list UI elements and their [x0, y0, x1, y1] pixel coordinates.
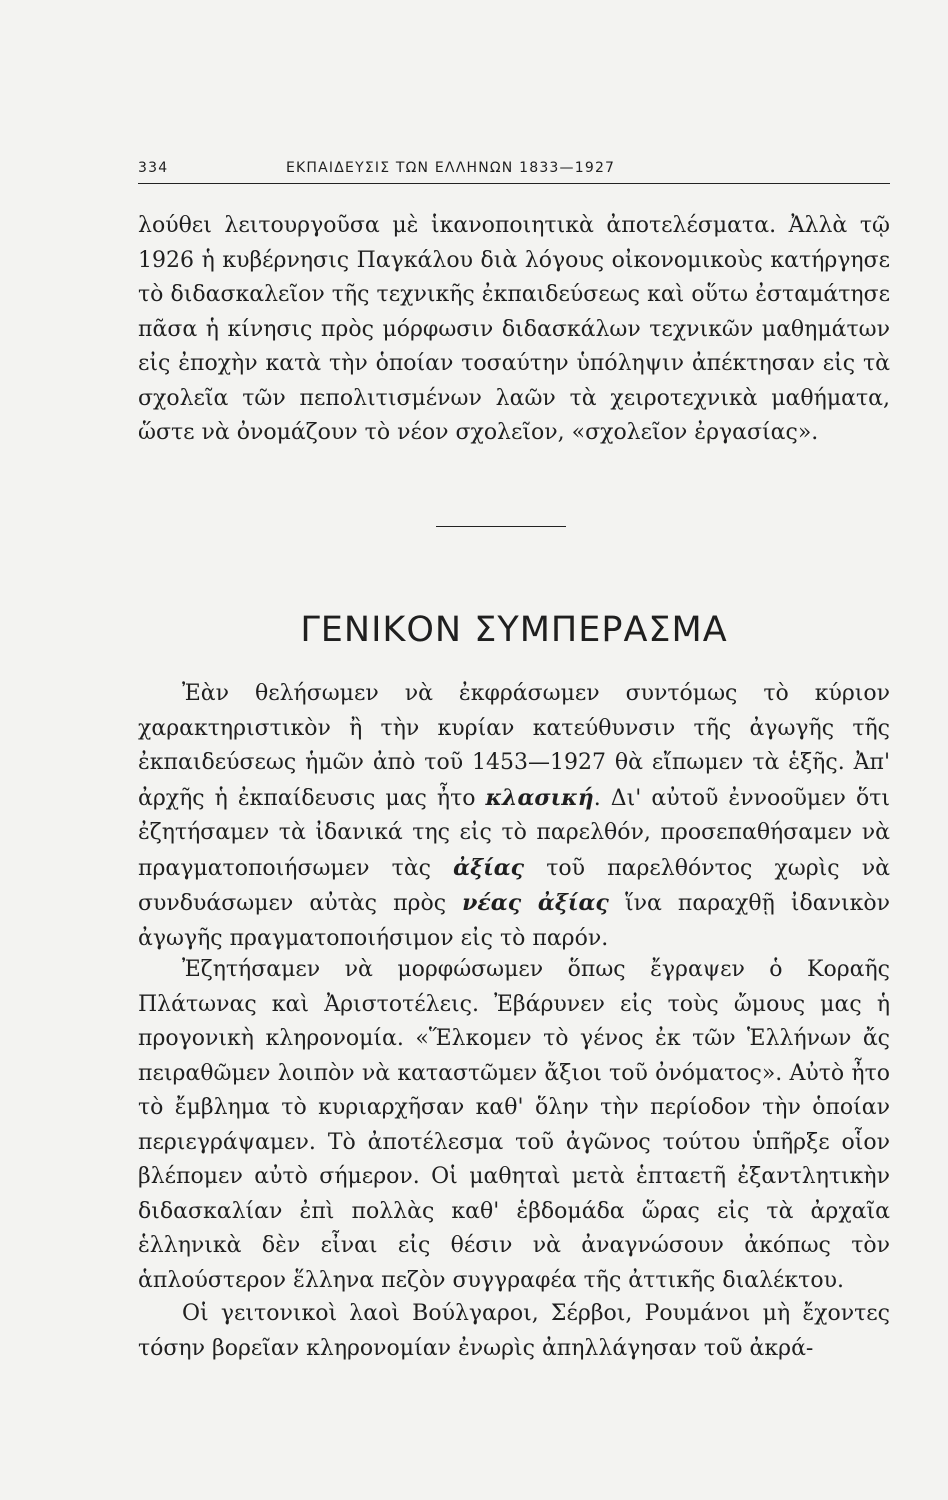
section-heading: ΓΕΝΙΚΟΝ ΣΥΜΠΕΡΑΣΜΑ [300, 610, 728, 650]
paragraph-1 [138, 677, 890, 956]
paragraph-1-text-e: τοῦ παρελθόντος χωρὶς νὰ συνδυάσωμεν αὐτὰς πρὸς [138, 855, 890, 916]
section-separator [436, 526, 566, 527]
running-head [138, 160, 890, 176]
emphasis-neas-axias: νέας ἀξίας [462, 890, 609, 916]
page-number: 334 [138, 160, 169, 176]
paragraph-1-text-a: Ἐὰν θελήσωμεν νὰ ἐκφράσωμεν συντόμως τὸ κύριον χαρακτηριστικὸν ἢ τὴν κυρίαν κατεύθυνσιν τῆς ἀγωγῆς τῆς ἐκπαιδεύσεως ἡμῶν ἀπὸ τοῦ 1453—1927 θὰ εἴπωμεν τὰ ἑξῆς. Ἀπ' ἀρχῆς ἡ ἐκπαίδευσις μας ἦτο [138, 681, 890, 811]
paragraph-3: Οἱ γειτονικοὶ λαοὶ Βούλγαροι, Σέρβοι, Ρουμάνοι μὴ ἔχοντες τόσην βορεῖαν κληρονομίαν ἐνωρὶς ἀπηλλάγησαν τοῦ ἀκρά- [138, 1301, 890, 1361]
emphasis-klasiki: κλασική [485, 784, 594, 811]
emphasis-axias: ἀξίας [453, 854, 525, 881]
paragraph-2: Ἐζητήσαμεν νὰ μορφώσωμεν ὅπως ἔγραψεν ὁ Κοραῆς Πλάτωνας καὶ Ἀριστοτέλεις. Ἐβάρυνεν εἰς τοὺς ὤμους μας ἡ προγονικὴ κληρονομία. «Ἕλκομεν τὸ γένος ἐκ τῶν Ἑλλήνων ἄς πειραθῶμεν λοιπὸν νὰ καταστῶμεν ἄξιοι τοῦ ὀνόματος». Αὐτὸ ἦτο τὸ ἔμβλημα τὸ κυριαρχῆσαν καθ' ὅλην τὴν περίοδον τὴν ὁποίαν περιεγράψαμεν. Τὸ ἀποτέλεσμα τοῦ ἀγῶνος τούτου ὑπῆρξε οἷον βλέπομεν αὐτὸ σήμερον. Οἱ μαθηταὶ μετὰ ἑπταετῆ ἐξαντλητικὴν διδασκαλίαν ἐπὶ πολλὰς καθ' ἑβδομάδα ὥρας εἰς τὰ ἀρχαῖα ἑλληνικὰ δὲν εἶναι εἰς θέσιν νὰ ἀναγνώσουν ἀκόπως τὸν ἁπλούστερον ἕλληνα πεζὸν συγγραφέα τῆς ἀττικῆς διαλέκτου. [138, 957, 890, 1293]
top-paragraph: λούθει λειτουργοῦσα μὲ ἱκανοποιητικὰ ἀποτελέσματα. Ἀλλὰ τῷ 1926 ἡ κυβέρνησις Παγκάλου διὰ λόγους οἰκονομικοὺς κατήργησε τὸ διδασκαλεῖον τῆς τεχνικῆς ἐκπαιδεύσεως καὶ οὕτω ἐσταμάτησε πᾶσα ἡ κίνησις πρὸς μόρφωσιν διδασκάλων τεχνικῶν μαθημάτων εἰς ἐποχὴν κατὰ τὴν ὁποίαν τοσαύτην ὑπόληψιν ἀπέκτησαν εἰς τὰ σχολεῖα τῶν πεπολιτισμένων λαῶν τὰ χειροτεχνικὰ μαθήματα, ὥστε νὰ ὀνομάζουν τὸ νέον σχολεῖον, «σχολεῖον ἐργασίας». [138, 213, 890, 445]
paragraph-1-text-c: . Δι' αὐτοῦ ἐννοοῦμεν ὅτι ἐζητήσαμεν τὰ ἰδανικά της εἰς τὸ παρελθόν, προσεπαθήσαμεν νὰ πραγματοποιήσωμεν τὰς [138, 785, 891, 881]
running-head-title: ΕΚΠΑΙΔΕΥΣΙΣ ΤΩΝ ΕΛΛΗΝΩΝ 1833—1927 [286, 160, 616, 176]
header-rule [138, 183, 890, 184]
paragraph-1-text-g: ἵνα παραχθῇ ἰδανικὸν ἀγωγῆς πραγματοποιήσιμον εἰς τὸ παρόν. [138, 891, 891, 951]
